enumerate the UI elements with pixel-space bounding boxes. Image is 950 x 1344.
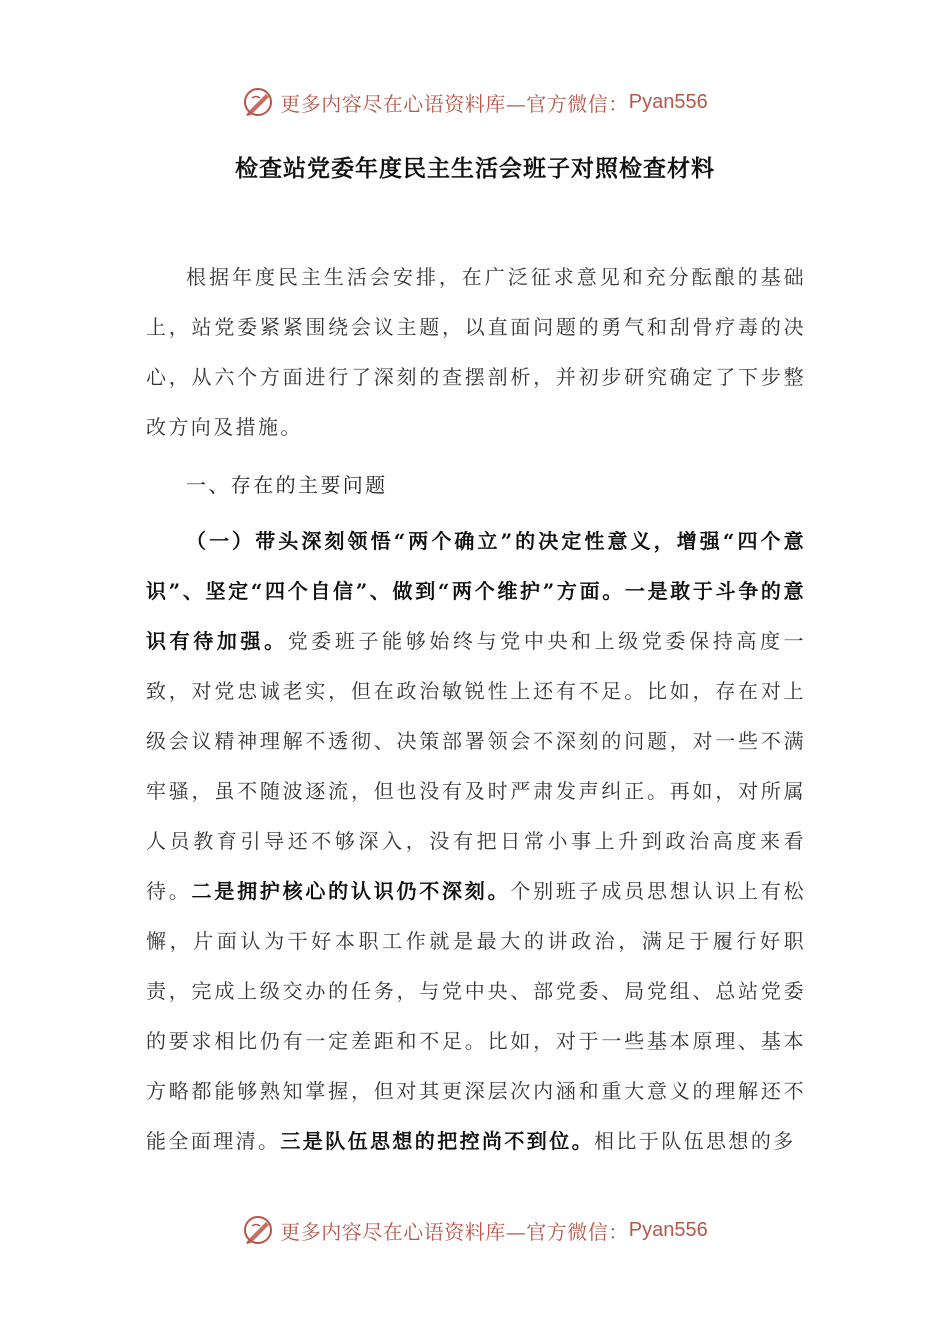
point1-title: 一是敢于斗争的意识有待加强。 xyxy=(146,579,806,653)
point2-title: 二是拥护核心的认识仍不深刻。 xyxy=(191,879,511,903)
watermark-text: 更多内容尽在心语资料库—官方微信： xyxy=(280,91,629,116)
pen-logo-icon xyxy=(242,86,274,118)
watermark-text: 更多内容尽在心语资料库—官方微信： xyxy=(280,1219,629,1244)
watermark-handle: Pyan556 xyxy=(628,1218,708,1241)
watermark-handle: Pyan556 xyxy=(628,90,708,113)
point3-text: 相比于队伍思想的多 xyxy=(594,1129,796,1153)
section-heading: 一、存在的主要问题 xyxy=(186,473,388,497)
subsection-heading: （一）带头深刻领悟“两个确立”的决定性意义，增强“四个意识”、坚定“四个自信”、做到“两个维护”方面。 xyxy=(146,529,806,603)
document-body xyxy=(146,252,806,1166)
watermark-header xyxy=(0,82,950,122)
point1-text: 党委班子能够始终与党中央和上级党委保持高度一致，对党忠诚老实，但在政治敏锐性上还有不足。比如，存在对上级会议精神理解不透彻、决策部署领会不深刻的问题，对一些不满牢骚，虽不随波逐流，但也没有及时严肃发声纠正。再如，对所属人员教育引导还不够深入，没有把日常小事上升到政治高度来看待。 xyxy=(146,629,806,903)
pen-logo-icon xyxy=(242,1214,274,1246)
subsection-paragraph xyxy=(146,516,806,1166)
intro-paragraph: 根据年度民主生活会安排，在广泛征求意见和充分酝酿的基础上，站党委紧紧围绕会议主题，以直面问题的勇气和刮骨疗毒的决心，从六个方面进行了深刻的查摆剖析，并初步研究确定了下步整改方向及措施。 xyxy=(146,265,806,439)
watermark-footer xyxy=(0,1210,950,1250)
document-title: 检查站党委年度民主生活会班子对照检查材料 xyxy=(235,155,715,182)
point2-text: 个别班子成员思想认识上有松懈，片面认为干好本职工作就是最大的讲政治，满足于履行好职责，完成上级交办的任务，与党中央、部党委、局党组、总站党委的要求相比仍有一定差距和不足。比如，对于一些基本原理、基本方略都能够熟知掌握，但对其更深层次内涵和重大意义的理解还不能全面理清。 xyxy=(146,879,806,1153)
point3-title: 三是队伍思想的把控尚不到位。 xyxy=(280,1129,595,1153)
